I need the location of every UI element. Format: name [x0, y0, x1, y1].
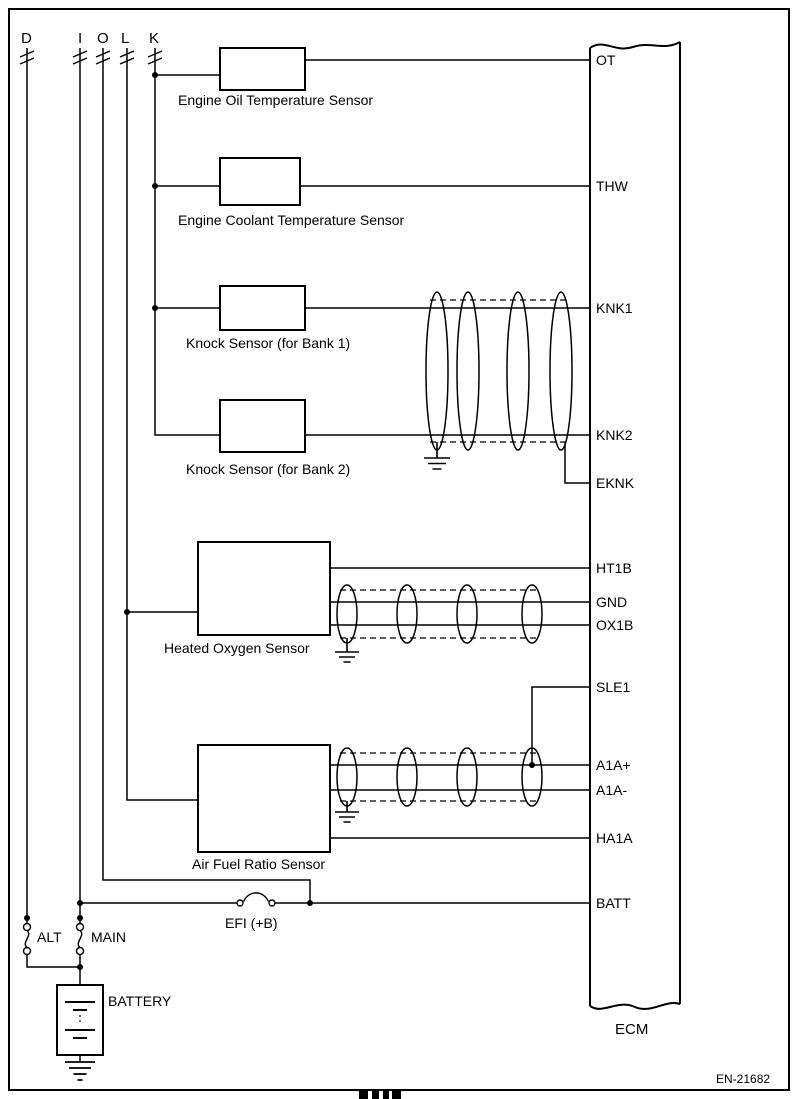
fuse-efi-label: EFI (+B) — [225, 915, 278, 931]
battery-symbol — [57, 985, 103, 1080]
ecm-pin-knk1: KNK1 — [596, 300, 633, 316]
ecm-pin-thw: THW — [596, 178, 628, 194]
eknk-wire — [565, 442, 590, 483]
heated-oxygen-sensor-label: Heated Oxygen Sensor — [164, 640, 310, 656]
twisted-pair-oval — [397, 585, 417, 643]
link-s-curve — [78, 931, 81, 948]
cutoff-glyph — [392, 1090, 401, 1099]
sle1-wire — [532, 687, 590, 765]
junction-dot — [77, 915, 83, 921]
fusible-link-main-label: MAIN — [91, 929, 126, 945]
link-terminal — [77, 924, 84, 931]
fuse-terminal — [237, 900, 243, 906]
ecm-pin-ha1a: HA1A — [596, 830, 633, 846]
fuse-terminal — [269, 900, 275, 906]
bus-line-d — [27, 48, 80, 967]
connector-break-marks — [20, 51, 162, 64]
connector-label-d: D — [21, 30, 32, 47]
junction-dot — [77, 900, 83, 906]
ground-symbol — [65, 1062, 95, 1080]
fusible-link-main-symbol — [77, 915, 84, 955]
ecm-pin-ht1b: HT1B — [596, 560, 632, 576]
knock-shield-symbol — [424, 292, 572, 469]
connector-label-l: L — [121, 30, 130, 47]
battery-label: BATTERY — [108, 993, 172, 1009]
ecm-pin-a1a-minus: A1A- — [596, 782, 628, 798]
air-fuel-ratio-sensor-label: Air Fuel Ratio Sensor — [192, 856, 326, 872]
junction-dot — [529, 762, 535, 768]
junction-dot — [24, 915, 30, 921]
twisted-pair-oval — [426, 292, 448, 450]
knock-sensor-bank1-label: Knock Sensor (for Bank 1) — [186, 335, 351, 351]
connector-label-o: O — [97, 30, 109, 47]
junction-dot — [152, 183, 158, 189]
cutoff-footer-marks — [359, 1090, 401, 1099]
ecm-pin-gnd: GND — [596, 594, 628, 610]
coolant-temp-sensor-label: Engine Coolant Temperature Sensor — [178, 212, 405, 228]
twisted-pair-oval — [522, 585, 542, 643]
fusible-link-alt-symbol — [24, 915, 31, 955]
twisted-pair-oval — [457, 292, 479, 450]
junction-dot — [152, 72, 158, 78]
knock-sensor-bank2-label: Knock Sensor (for Bank 2) — [186, 461, 351, 477]
ecm-pin-ot: OT — [596, 52, 616, 68]
cutoff-glyph — [372, 1090, 379, 1099]
air-fuel-ratio-sensor-box — [198, 745, 330, 852]
fuse-efi-symbol — [237, 893, 275, 906]
link-terminal — [77, 948, 84, 955]
knock-sensor-bank2-box — [220, 400, 305, 452]
ecm-pin-sle1: SLE1 — [596, 679, 631, 695]
junction-dot — [77, 964, 83, 970]
heated-oxygen-sensor-box — [198, 542, 330, 635]
oil-temp-sensor-box — [220, 48, 305, 90]
shield-dashed-lines — [340, 590, 540, 638]
junction-dot — [307, 900, 313, 906]
ground-symbol — [424, 442, 450, 469]
ecm-pin-batt: BATT — [596, 895, 631, 911]
ecm-pin-ox1b: OX1B — [596, 617, 634, 633]
sensor-boxes — [198, 48, 330, 852]
twisted-pair-oval — [550, 292, 572, 450]
junction-dot — [152, 305, 158, 311]
ecm-top-wave — [590, 42, 680, 48]
shield-dashed-lines — [340, 753, 540, 801]
cutoff-glyph — [359, 1090, 368, 1099]
twisted-pair-oval — [337, 748, 357, 806]
twisted-pair-oval — [507, 292, 529, 450]
shield-dashed-lines — [430, 300, 568, 442]
ground-symbol — [335, 638, 359, 662]
connector-label-k: K — [149, 30, 160, 47]
ecm-pin-a1a-plus: A1A+ — [596, 757, 631, 773]
ecm-pin-knk2: KNK2 — [596, 427, 633, 443]
fusible-link-alt-label: ALT — [37, 929, 62, 945]
twisted-pair-oval — [457, 748, 477, 806]
junction-dot — [124, 609, 130, 615]
twisted-pair-oval — [397, 748, 417, 806]
airfuel-shield-symbol — [335, 748, 542, 822]
link-terminal — [24, 948, 31, 955]
link-s-curve — [25, 931, 28, 948]
cutoff-glyph — [383, 1090, 389, 1099]
coolant-temp-sensor-box — [220, 158, 300, 205]
bus-line-l — [127, 48, 198, 800]
twisted-pair-oval — [457, 585, 477, 643]
ground-symbol — [335, 801, 359, 822]
ecm-label: ECM — [615, 1021, 649, 1038]
ecm-pin-eknk: EKNK — [596, 475, 635, 491]
knock-sensor-bank1-box — [220, 286, 305, 330]
fuse-arc — [244, 893, 269, 902]
twisted-pair-oval — [337, 585, 357, 643]
doc-number: EN-21682 — [716, 1072, 771, 1086]
oil-temp-sensor-label: Engine Oil Temperature Sensor — [178, 92, 374, 108]
link-terminal — [24, 924, 31, 931]
connector-label-i: I — [78, 30, 83, 47]
oxygen-shield-symbol — [335, 585, 542, 662]
ecm-bottom-wave — [590, 1003, 680, 1009]
